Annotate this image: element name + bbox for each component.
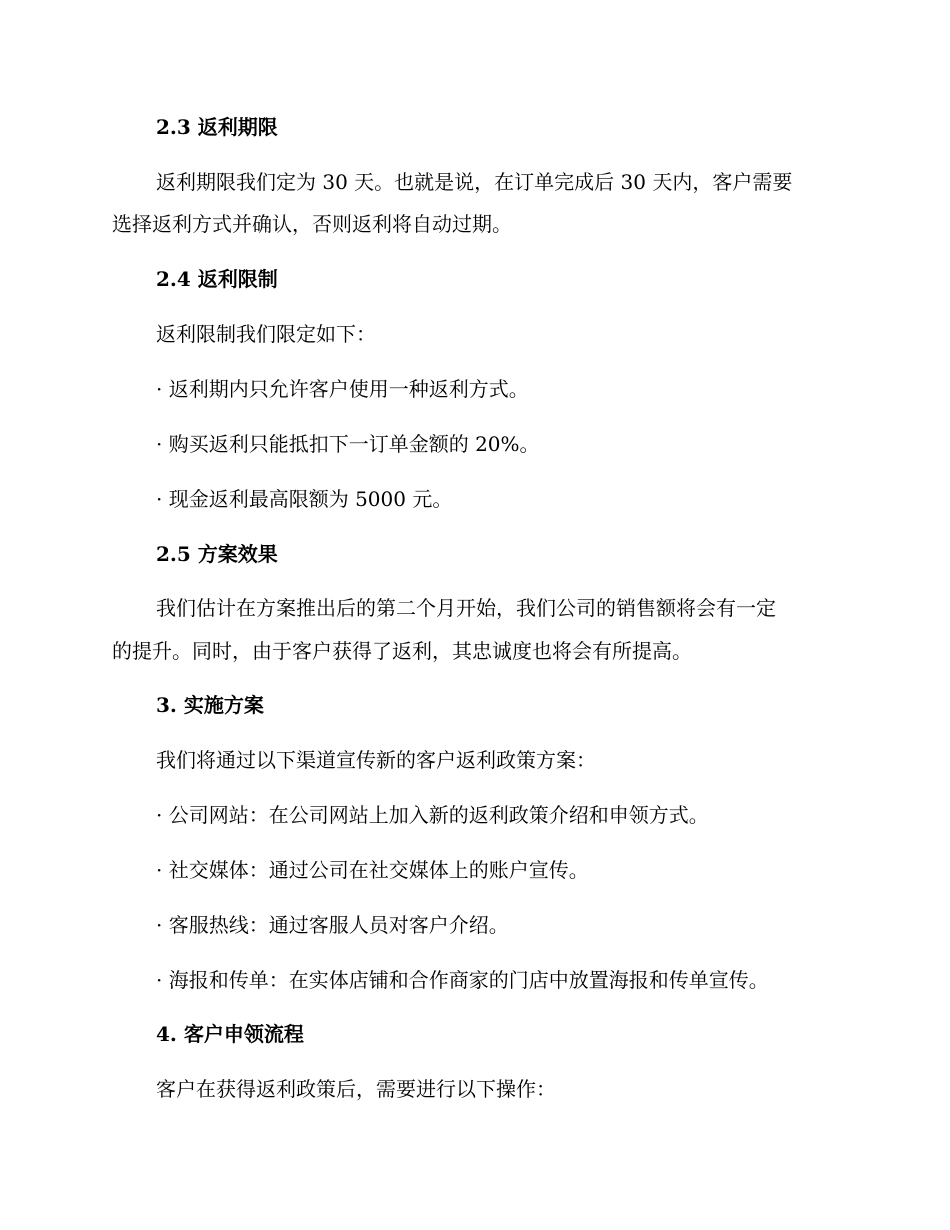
bullet-item: · 客服热线：通过客服人员对客户介绍。 bbox=[156, 913, 509, 937]
bullet-item: · 现金返利最高限额为 5000 元。 bbox=[156, 487, 453, 511]
paragraph-line: 客户在获得返利政策后，需要进行以下操作： bbox=[156, 1077, 556, 1101]
paragraph-line: 返利限制我们限定如下： bbox=[156, 322, 376, 346]
section-heading-4: 4. 客户申领流程 bbox=[156, 1022, 304, 1046]
bullet-item: · 返利期内只允许客户使用一种返利方式。 bbox=[156, 377, 529, 401]
paragraph-line: 选择返利方式并确认，否则返利将自动过期。 bbox=[112, 212, 512, 236]
section-heading-2-3: 2.3 返利期限 bbox=[156, 115, 278, 139]
section-heading-2-4: 2.4 返利限制 bbox=[156, 267, 278, 291]
paragraph-line: 我们将通过以下渠道宣传新的客户返利政策方案： bbox=[156, 748, 596, 772]
section-heading-3: 3. 实施方案 bbox=[156, 693, 264, 717]
paragraph-line: 返利期限我们定为 30 天。也就是说，在订单完成后 30 天内，客户需要 bbox=[156, 170, 793, 194]
paragraph-line: 我们估计在方案推出后的第二个月开始，我们公司的销售额将会有一定 bbox=[156, 596, 776, 620]
section-heading-2-5: 2.5 方案效果 bbox=[156, 542, 278, 566]
bullet-item: · 购买返利只能抵扣下一订单金额的 20%。 bbox=[156, 432, 540, 456]
bullet-item: · 社交媒体：通过公司在社交媒体上的账户宣传。 bbox=[156, 858, 589, 882]
bullet-item: · 公司网站：在公司网站上加入新的返利政策介绍和申领方式。 bbox=[156, 803, 709, 827]
bullet-item: · 海报和传单：在实体店铺和合作商家的门店中放置海报和传单宣传。 bbox=[156, 968, 769, 992]
paragraph-line: 的提升。同时，由于客户获得了返利，其忠诚度也将会有所提高。 bbox=[112, 639, 692, 663]
